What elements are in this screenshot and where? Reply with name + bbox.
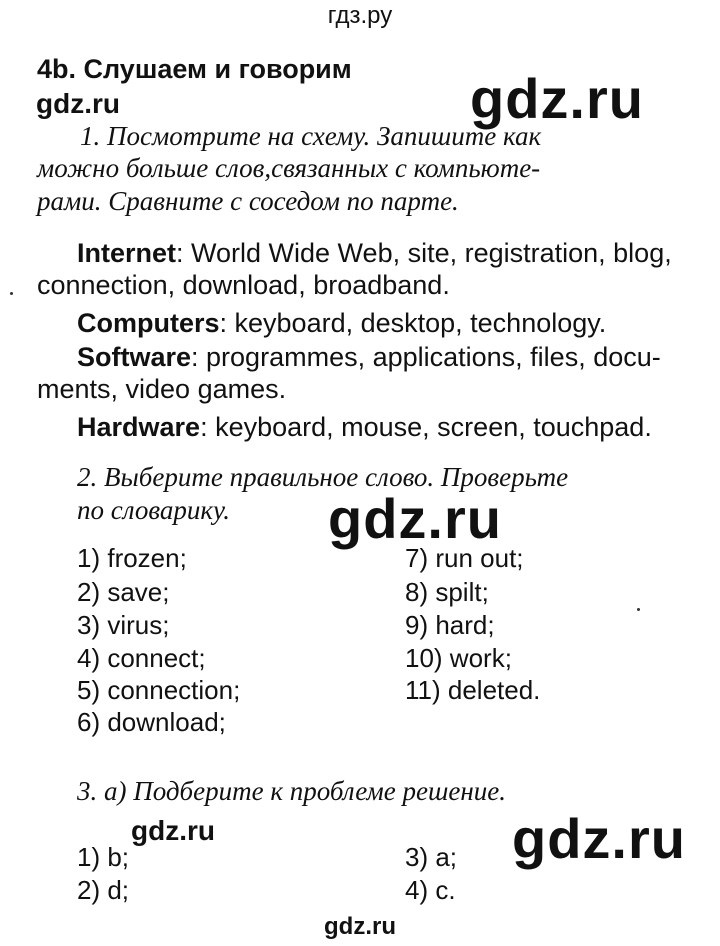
answer-item: 9) hard;	[405, 610, 495, 640]
answer-item: 5) connection;	[77, 675, 241, 705]
hardware-line	[77, 412, 652, 443]
site-header: гдз.ру	[327, 2, 393, 29]
task2-line-2: по словарику.	[77, 495, 231, 525]
answer-item: 2) save;	[77, 577, 170, 607]
answer-item: 1) b;	[77, 842, 130, 872]
computers-text: : keyboard, desktop, technology.	[219, 308, 607, 338]
answer-item: 6) download;	[77, 707, 226, 737]
answer-item: 1) frozen;	[77, 543, 187, 573]
answer-item: 10) work;	[405, 643, 512, 673]
watermark-small: gdz.ru	[131, 815, 215, 846]
internet-line-1	[77, 238, 672, 269]
answer-item: 3) virus;	[77, 610, 170, 640]
task1-line-3: рами. Сравните с соседом по парте.	[37, 186, 459, 216]
answer-item: 4) c.	[405, 875, 456, 905]
scan-speck	[637, 608, 640, 611]
software-line-2: ments, video games.	[37, 374, 287, 404]
software-label: Software	[77, 342, 192, 372]
software-text: : programmes, applications, files, docu-	[191, 342, 661, 372]
task3-line: 3. а) Подберите к проблеме решение.	[77, 776, 506, 806]
watermark-small: gdz.ru	[36, 88, 120, 119]
section-title: 4b. Слушаем и говорим	[37, 54, 352, 84]
answer-item: 2) d;	[77, 875, 130, 905]
watermark-large: gdz.ru	[470, 67, 644, 130]
answer-item: 8) spilt;	[405, 577, 489, 607]
task2-line-1: 2. Выберите правильное слово. Проверьте	[77, 462, 569, 492]
answer-item: 11) deleted.	[405, 675, 541, 705]
computers-label: Computers	[77, 308, 220, 338]
scan-speck	[10, 292, 13, 295]
internet-label: Internet	[77, 238, 177, 268]
computers-line	[77, 308, 606, 339]
watermark-large: gdz.ru	[328, 487, 502, 550]
task1-line-1: 1. Посмотрите на схему. Запишите как	[80, 121, 542, 151]
hardware-text: : keyboard, mouse, screen, touchpad.	[200, 412, 652, 442]
internet-text: : World Wide Web, site, registration, blog,	[176, 238, 672, 268]
internet-line-2: connection, download, broadband.	[37, 270, 450, 300]
task1-line-2: можно больше слов,связанных с компьюте-	[37, 153, 541, 183]
hardware-label: Hardware	[77, 412, 201, 442]
answer-item: 3) a;	[405, 842, 458, 872]
answer-item: 4) connect;	[77, 643, 206, 673]
answer-item: 7) run out;	[405, 543, 524, 573]
software-line-1	[77, 342, 661, 373]
site-footer: gdz.ru	[324, 913, 396, 940]
watermark-large: gdz.ru	[512, 807, 686, 870]
